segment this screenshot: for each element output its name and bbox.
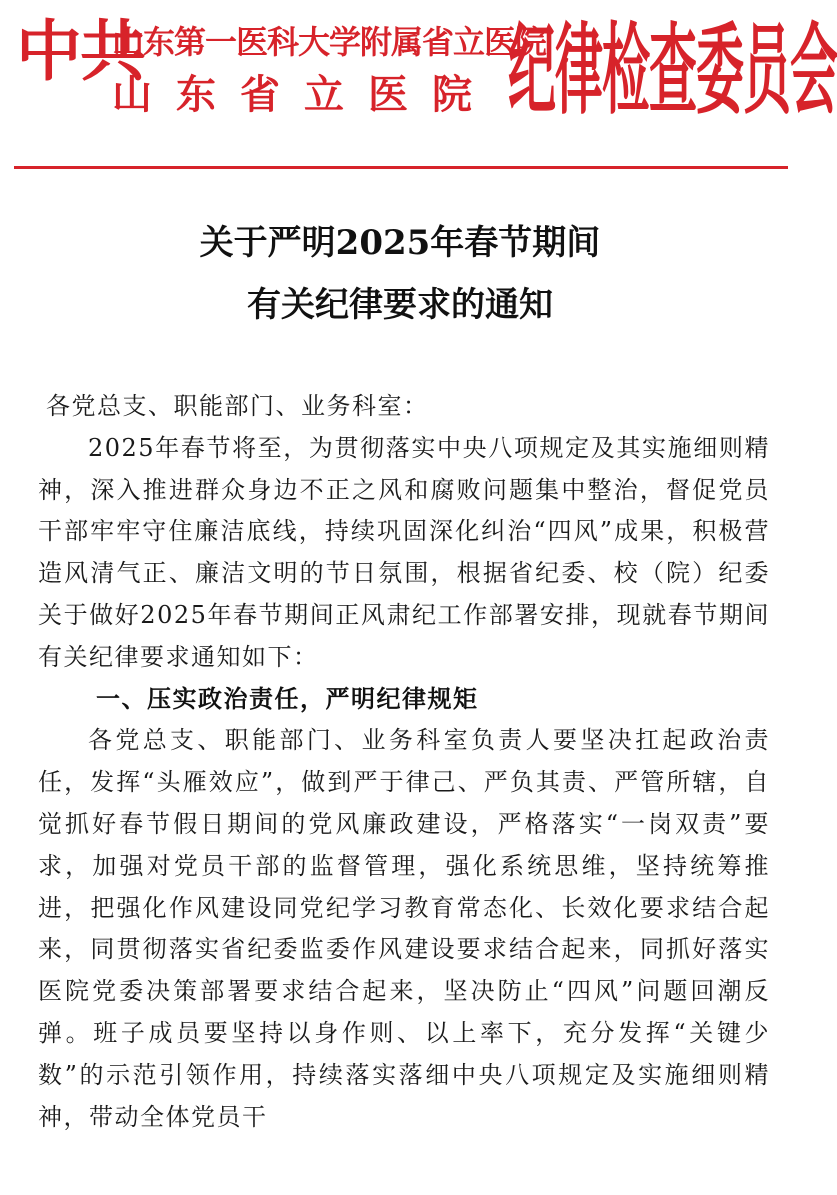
intro-paragraph: 2025年春节将至，为贯彻落实中央八项规定及其实施细则精神，深入推进群众身边不正之风和腐败问题集中整治，督促党员干部牢牢守住廉洁底线，持续巩固深化纠治“四风”成果，积极营造风清气正、廉洁文明的节日氛围，根据省纪委、校（院）纪委关于做好2025年春节期间正风肃纪工作部署安排，现就春节期间有关纪律要求通知如下： (38, 433, 770, 671)
letterhead-committee: 纪律检查委员会 (508, 13, 837, 129)
letterhead-org-line1: 山东第一医科大学附属省立医院 (112, 23, 547, 61)
letterhead-party: 中共 (16, 12, 144, 90)
salutation: 各党总支、职能部门、业务科室： (46, 392, 429, 420)
document-body (38, 386, 770, 1138)
document-title-line2: 有关纪律要求的通知 (247, 285, 553, 325)
section1-heading: 一、压实政治责任，严明纪律规矩 (96, 684, 479, 713)
letterhead (0, 0, 837, 172)
document-title (0, 212, 800, 336)
letterhead-org-line2: 山东省立医院 (112, 71, 496, 118)
letterhead-org-names (112, 18, 547, 124)
section1-paragraph: 各党总支、职能部门、业务科室负责人要坚决扛起政治责任，发挥“头雁效应”，做到严于律己、严负其责、严管所辖，自觉抓好春节假日期间的党风廉政建设，严格落实“一岗双责”要求，加强对党员干部的监督管理，强化系统思维，坚持统筹推进，把强化作风建设同党纪学习教育常态化、长效化要求结合起来，同贯彻落实省纪委监委作风建设要求结合起来，同抓好落实医院党委决策部署要求结合起来，坚决防止“四风”问题回潮反弹。班子成员要坚持以身作则、以上率下，充分发挥“关键少数”的示范引领作用，持续落实落细中央八项规定及实施细则精神，带动全体党员干 (38, 726, 770, 1131)
document-title-line1: 关于严明2025年春节期间 (199, 223, 601, 263)
letterhead-divider (14, 166, 788, 169)
